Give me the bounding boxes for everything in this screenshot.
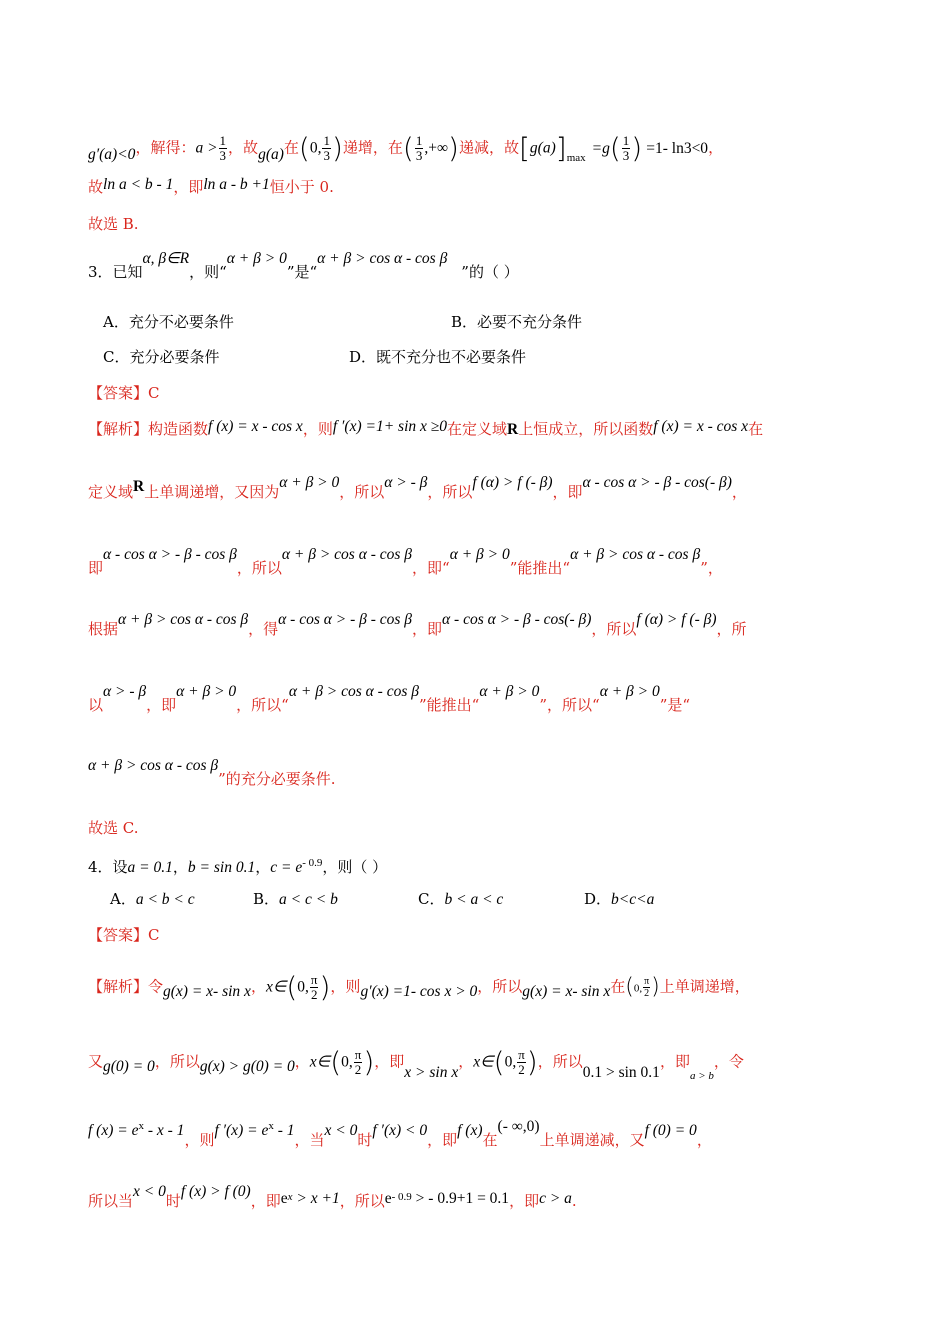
text: 在 <box>610 977 626 996</box>
option-c: C．b < a < c <box>418 890 504 908</box>
math-expr: α + β > 0 <box>479 683 540 700</box>
math-expr: c = e <box>270 859 303 876</box>
text: ”， <box>700 559 723 577</box>
math-expr: 0, <box>297 978 309 996</box>
math-expr: α > - β <box>384 474 428 491</box>
text: ”是“ <box>286 263 318 281</box>
text: ，令 <box>713 1052 744 1071</box>
text: 时 <box>357 1131 373 1149</box>
option-a: A．充分不必要条件 <box>103 313 234 331</box>
fraction: $\frac{1}{3}$ <box>219 133 227 163</box>
text: 在定义域 <box>447 420 508 438</box>
text: 【解析】令 <box>88 977 164 996</box>
text: 上单调递减，又 <box>539 1131 645 1149</box>
math-expr: α + β > cos α - cos β <box>118 611 249 628</box>
math-expr: =g <box>591 139 610 157</box>
math-expr: g′(a)<0 <box>88 145 136 163</box>
superscript: x <box>268 1120 274 1132</box>
math-expr: f (α) > f (- β) <box>472 474 553 491</box>
math-expr: α + β > cos α - cos β <box>317 250 448 267</box>
solution-3-line-c <box>88 546 723 580</box>
option-d: D．既不充分也不必要条件 <box>349 348 527 366</box>
math-expr: f ′(x) = e <box>214 1122 269 1139</box>
text: 根据 <box>88 620 119 638</box>
superscript: x <box>138 1120 144 1132</box>
superscript: x <box>287 1191 293 1203</box>
math-expr: ln a < b - 1 <box>103 176 174 193</box>
math-expr: α + β > 0 <box>449 546 510 563</box>
math-expr: f ′(x) < 0 <box>372 1122 428 1139</box>
text: ，所以 <box>427 483 473 501</box>
math-expr: α - cos α > - β - cos β <box>278 611 413 628</box>
text: ，所以 <box>477 977 523 996</box>
text: 即 <box>88 559 104 577</box>
math-expr: g(a) <box>529 139 556 157</box>
math-expr: a > b <box>689 1069 714 1082</box>
math-expr: f (x) = e <box>88 1122 139 1139</box>
text: ，则 <box>302 420 333 438</box>
question-number: 3．已知 <box>88 263 143 281</box>
text: ， <box>696 1131 712 1149</box>
text: 恒小于 0. <box>269 178 334 196</box>
text: ”的充分必要条件. <box>218 770 336 788</box>
text: ，则 <box>330 977 361 996</box>
math-expr: α + β > cos α - cos β <box>570 546 701 563</box>
math-expr: α > - β <box>103 683 147 700</box>
math-expr: g(0) = 0 <box>103 1057 155 1075</box>
text: ， <box>708 138 724 157</box>
text: ，所以 <box>154 1052 200 1071</box>
text: ，所 <box>716 620 747 638</box>
text: ，解得： <box>135 138 196 157</box>
math-expr: g(x) = x- sin x <box>163 982 251 1000</box>
text: ，所以 <box>339 1192 385 1210</box>
math-expr: α + β > cos α - cos β <box>281 546 413 563</box>
math-expr: f (x) > f (0) <box>180 1183 251 1200</box>
text: ，所以 <box>591 620 637 638</box>
text: ”，所以“ <box>539 696 600 714</box>
solution-3-line-f <box>88 757 336 791</box>
question-4 <box>88 852 387 879</box>
text: ， <box>731 483 747 501</box>
math-expr: α + β > 0 <box>176 683 237 700</box>
math-expr: g′(x) =1- cos x > 0 <box>360 982 478 1000</box>
math-expr: g(x) = x- sin x <box>522 982 611 1000</box>
math-expr: R <box>507 421 519 438</box>
option-b: B．必要不充分条件 <box>451 313 583 331</box>
fraction: $\frac{\pi}{2}$ <box>644 976 650 999</box>
text: ，即 <box>146 696 177 714</box>
text: ， <box>294 1052 310 1071</box>
text: . <box>571 1192 577 1210</box>
math-expr: f ′(x) =1+ sin x ≥0 <box>332 418 448 435</box>
text: 在 <box>283 138 299 157</box>
text: 故 <box>88 178 104 196</box>
solution-3-line-e <box>88 683 691 717</box>
solution-3-line-d <box>88 611 747 641</box>
math-expr: > x +1 <box>292 1190 340 1207</box>
text: ，当 <box>294 1131 325 1149</box>
math-expr: =1- ln3<0 <box>646 139 709 157</box>
math-expr: a = 0.1 <box>127 859 173 876</box>
math-expr: f (x) <box>457 1122 483 1139</box>
math-expr: g(x) > g(0) = 0 <box>199 1057 295 1075</box>
superscript: - 0.9 <box>302 857 323 869</box>
math-expr: 0, <box>504 1053 517 1071</box>
text: 在 <box>482 1131 498 1149</box>
text: ，所以 <box>236 559 282 577</box>
solution-4-line-b: 又g(0) = 0，所以g(x) > g(0) = 0，x∈(0, $\frac{\pi}{2}$ )，即x > sin x，x∈(0, $\frac{\pi}{2}$ )，所以0.1 > sin 0.1，即$_{a > b}$，令 <box>88 1045 744 1082</box>
math-expr: 0, <box>309 139 322 157</box>
solution-3-line-b <box>88 474 747 504</box>
math-expr: > - 0.9+1 = 0.1 <box>411 1190 510 1207</box>
math-expr: x > sin x <box>404 1063 459 1081</box>
math-expr: 0.1 > sin 0.1 <box>582 1063 660 1081</box>
text: 以 <box>88 696 104 714</box>
math-expr: b = sin 0.1 <box>187 859 256 876</box>
text: ， <box>172 858 188 876</box>
text: ， <box>458 1052 474 1071</box>
question-number: 4．设 <box>88 858 128 876</box>
math-expr: α - cos α > - β - cos β <box>103 546 237 563</box>
text: ，即 <box>509 1192 540 1210</box>
math-expr: x∈ <box>265 978 287 996</box>
math-expr: α - cos α > - β - cos(- β) <box>442 611 592 628</box>
solution-4-line-d <box>88 1183 577 1213</box>
text: ，即 <box>412 620 443 638</box>
subscript: max <box>566 151 586 164</box>
text: ，则 <box>184 1131 215 1149</box>
text: 所以当 <box>88 1192 134 1210</box>
text: ，则（ ） <box>322 858 388 876</box>
text: 故选 B. <box>88 215 139 233</box>
fraction: $\frac{1}{3}$ <box>323 133 330 163</box>
fraction: $\frac{\pi}{2}$ <box>354 1047 362 1077</box>
math-expr: α - cos α > - β - cos(- β) <box>582 474 732 491</box>
math-expr: f (x) = x - cos x <box>208 418 303 435</box>
text: ，即 <box>552 483 583 501</box>
text: ”是“ <box>659 696 691 714</box>
text: ，即 <box>427 1131 458 1149</box>
text: ”能推出“ <box>418 696 480 714</box>
solution-3-line-a <box>88 418 763 441</box>
text: ，即 <box>250 1192 281 1210</box>
math-expr: x∈ <box>309 1053 331 1071</box>
fraction: $\frac{\pi}{2}$ <box>518 1047 525 1077</box>
text: 递增，在 <box>342 138 403 157</box>
math-expr: a > <box>195 139 218 157</box>
text: ， <box>250 977 266 996</box>
text: 上单调递增，又因为 <box>144 483 280 501</box>
line-1: g′(a)<0，解得：a > $\frac{1}{3}$ ，故g(a)在(0, $\frac{1}{3}$ )递增，在( $\frac{1}{3}$ ,+∞)递减，故$[g(a)]_{max}=g$( $\frac{1}{3}$ ) =1- ln3<0， <box>88 131 724 165</box>
text: 【解析】构造函数 <box>88 420 209 438</box>
text: 定义域 <box>88 483 134 501</box>
solution-4-line-c <box>88 1118 712 1152</box>
option-d: D．b<c<a <box>584 890 655 908</box>
solution-4-line-a: 【解析】令g(x) = x- sin x，x∈(0, $\frac{\pi}{2}$ )，则g′(x) =1- cos x > 0，所以g(x) = x- sin x在(0, $\frac{\pi}{2}$ )上单调递增， <box>88 970 750 1004</box>
math-expr: e <box>384 1190 392 1207</box>
math-expr: x∈ <box>473 1053 494 1071</box>
text: ，故 <box>228 138 259 157</box>
text: ，所以 <box>537 1052 583 1071</box>
math-expr: α, β∈R <box>142 250 190 267</box>
text: ，则“ <box>189 263 227 281</box>
fraction: $\frac{1}{3}$ <box>415 133 423 163</box>
question-3 <box>88 250 519 284</box>
math-expr: α + β > cos α - cos β <box>88 757 219 774</box>
text: ”能推出“ <box>509 559 571 577</box>
text: 时 <box>165 1192 181 1210</box>
text: 递减，故 <box>458 138 519 157</box>
math-expr: R <box>133 478 145 495</box>
math-expr: f (0) = 0 <box>644 1122 697 1139</box>
math-expr: α + β > 0 <box>599 683 660 700</box>
line-2 <box>88 176 334 199</box>
math-expr: α + β > 0 <box>279 474 340 491</box>
option-b: B．a < c < b <box>253 890 338 908</box>
math-expr: 0, <box>341 1053 353 1071</box>
line-3 <box>88 213 139 235</box>
answer-3: 【答案】C <box>88 384 160 402</box>
text: ，所以 <box>339 483 385 501</box>
math-expr: x < 0 <box>133 1183 166 1200</box>
text: ，即 <box>659 1052 690 1071</box>
math-expr: c > a <box>539 1190 572 1207</box>
text: 上单调递增， <box>659 977 750 996</box>
answer-4: 【答案】C <box>88 926 160 944</box>
text: ，即 <box>374 1052 405 1071</box>
math-expr: ,+∞ <box>424 139 449 157</box>
text: 上恒成立，所以函数 <box>518 420 654 438</box>
text: ，得 <box>248 620 279 638</box>
option-c: C．充分必要条件 <box>103 348 220 366</box>
math-expr: x < 0 <box>324 1122 358 1139</box>
text: ”的（ ） <box>461 263 519 281</box>
math-expr: e <box>280 1190 288 1207</box>
solution-3-conclusion: 故选 C. <box>88 819 139 837</box>
math-expr: g(a) <box>258 145 284 163</box>
math-expr: - x - 1 <box>143 1122 185 1139</box>
math-expr: f (x) = x - cos x <box>653 418 749 435</box>
text: 在 <box>748 420 764 438</box>
math-expr: α + β > 0 <box>226 250 287 267</box>
text: 又 <box>88 1052 104 1071</box>
text: ，即 <box>173 178 204 196</box>
math-expr: α + β > cos α - cos β <box>288 683 419 700</box>
math-expr: (- ∞,0) <box>497 1118 540 1135</box>
math-expr: f (α) > f (- β) <box>636 611 717 628</box>
text: ， <box>255 858 271 876</box>
text: ，所以“ <box>236 696 289 714</box>
math-expr: 0, <box>633 982 643 995</box>
fraction: $\frac{\pi}{2}$ <box>310 972 318 1002</box>
math-expr: ln a - b +1 <box>203 176 270 193</box>
fraction: $\frac{1}{3}$ <box>622 133 630 163</box>
math-expr: - 1 <box>273 1122 295 1139</box>
option-a: A．a < b < c <box>110 890 195 908</box>
superscript: - 0.9 <box>391 1191 412 1203</box>
text: ，即“ <box>412 559 450 577</box>
